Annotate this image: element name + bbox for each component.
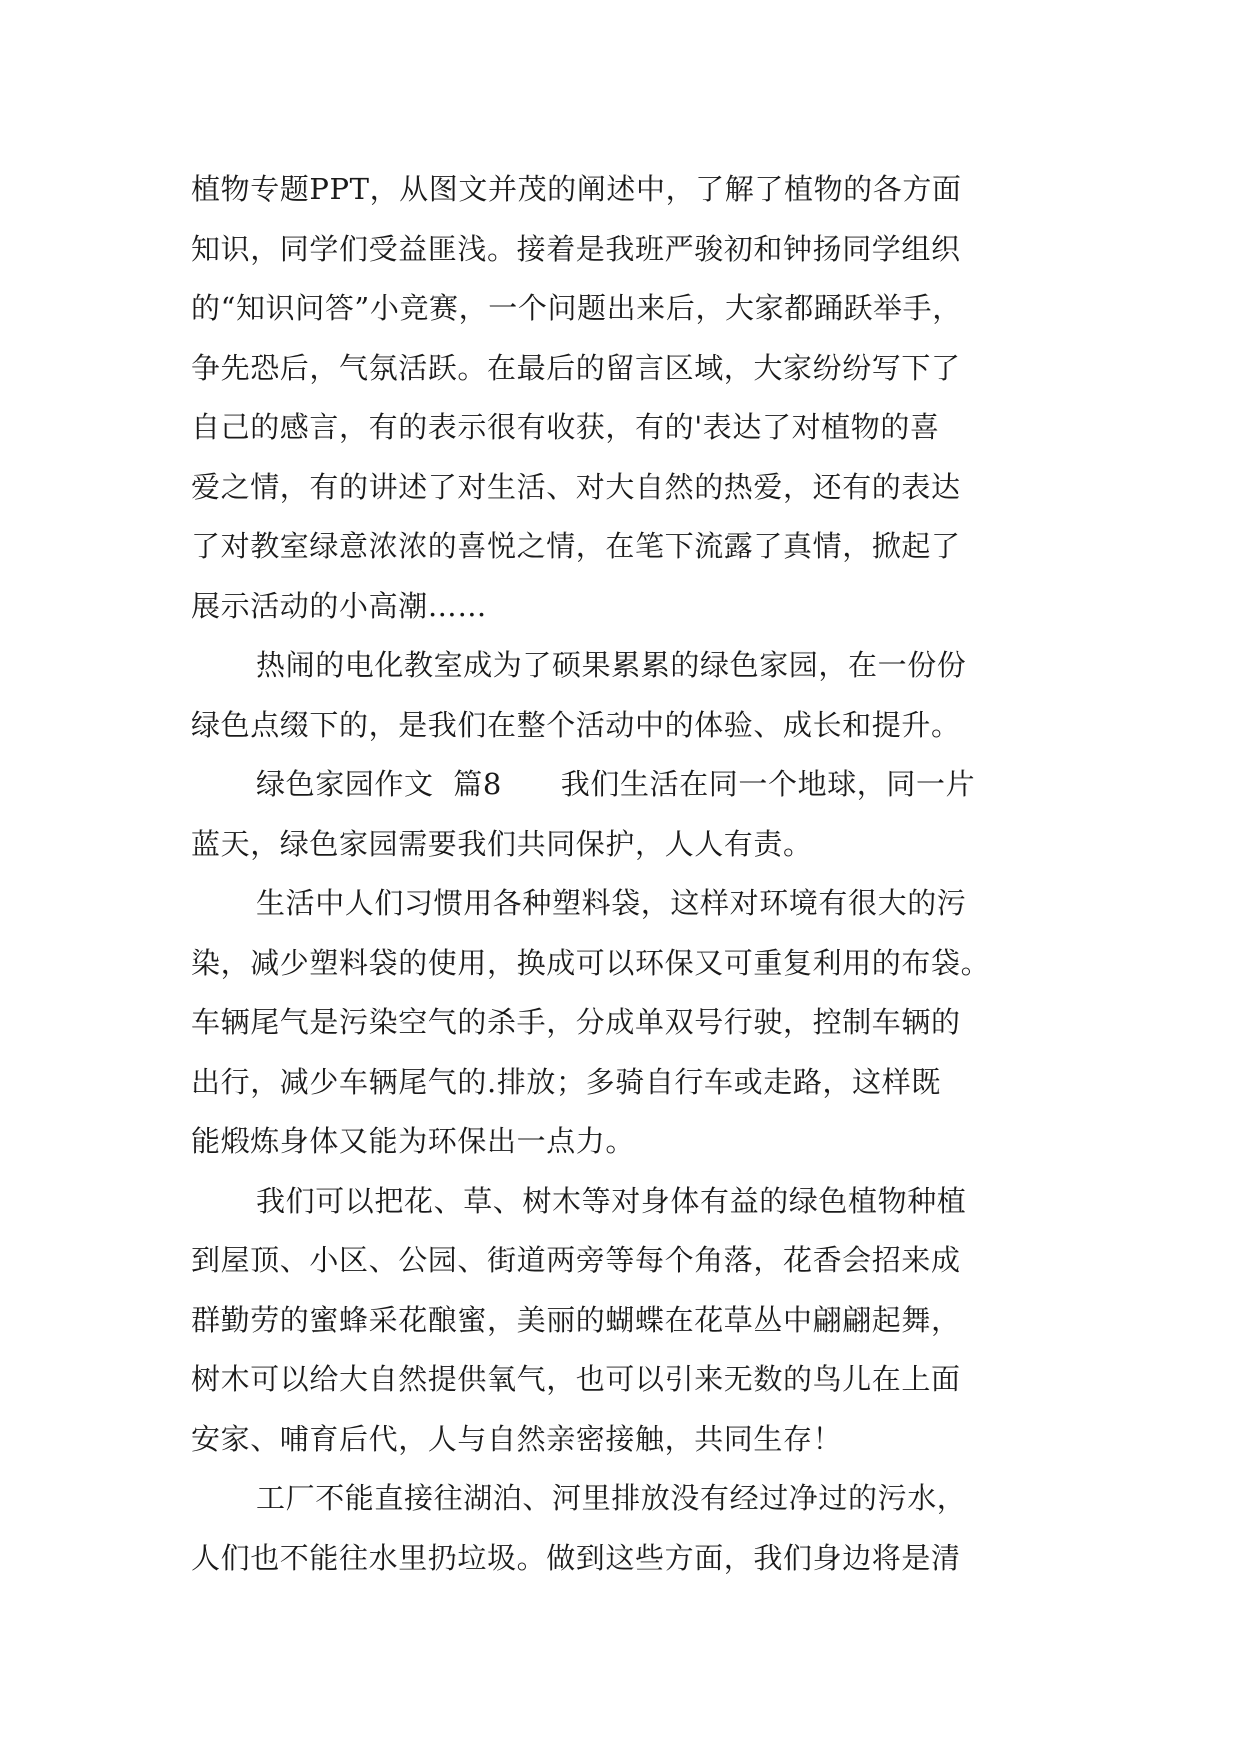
text-line: 爱之情，有的讲述了对生活、对大自然的热爱，还有的表达 bbox=[191, 469, 961, 504]
text-line: 树木可以给大自然提供氧气，也可以引来无数的鸟儿在上面 bbox=[191, 1362, 961, 1396]
text-line: 争先恐后，气氛活跃。在最后的留言区域，大家纷纷写下了 bbox=[191, 350, 961, 385]
text-line: 植物专题PPT，从图文并茂的阐述中，了解了植物的各方面 bbox=[191, 172, 962, 206]
text-line: 出行，减少车辆尾气的.排放；多骑自行车或走路，这样既 bbox=[191, 1064, 941, 1099]
paragraph-first-line: 生活中人们习惯用各种塑料袋，这样对环境有很大的污 bbox=[256, 886, 967, 920]
text-line: 了对教室绿意浓浓的喜悦之情，在笔下流露了真情，掀起了 bbox=[191, 529, 961, 563]
text-line: 人们也不能往水里扔垃圾。做到这些方面，我们身边将是清 bbox=[191, 1540, 961, 1575]
text-line: 染，减少塑料袋的使用，换成可以环保又可重复利用的布袋。 bbox=[191, 945, 991, 980]
text-line: 的“知识问答”小竞赛，一个问题出来后，大家都踊跃举手， bbox=[191, 291, 962, 325]
text-line: 自己的感言，有的表示很有收获，有的'表达了对植物的喜 bbox=[191, 410, 940, 444]
text-line: 到屋顶、小区、公园、街道两旁等每个角落，花香会招来成 bbox=[191, 1243, 961, 1277]
text-line: 知识，同学们受益匪浅。接着是我班严骏初和钟扬同学组织 bbox=[191, 231, 961, 266]
text-line: 蓝天，绿色家园需要我们共同保护，人人有责。 bbox=[191, 826, 813, 861]
section-heading-line: 绿色家园作文 篇8 我们生活在同一个地球，同一片 bbox=[256, 767, 976, 801]
paragraph-first-line: 工厂不能直接往湖泊、河里排放没有经过净过的污水， bbox=[256, 1481, 967, 1515]
body-text bbox=[191, 160, 1071, 1588]
text-line: 绿色点缀下的，是我们在整个活动中的体验、成长和提升。 bbox=[191, 707, 961, 742]
text-line: 群勤劳的蜜蜂采花酿蜜，美丽的蝴蝶在花草丛中翩翩起舞， bbox=[191, 1302, 961, 1337]
paragraph-first-line: 我们可以把花、草、树木等对身体有益的绿色植物种植 bbox=[256, 1183, 967, 1218]
text-line: 安家、哺育后代，人与自然亲密接触，共同生存！ bbox=[191, 1421, 843, 1456]
paragraph-first-line: 热闹的电化教室成为了硕果累累的绿色家园，在一份份 bbox=[256, 648, 967, 682]
text-line: 车辆尾气是污染空气的杀手，分成单双号行驶，控制车辆的 bbox=[191, 1005, 961, 1039]
text-line: 展示活动的小高潮…… bbox=[191, 588, 488, 623]
text-line: 能煅炼身体又能为环保出一点力。 bbox=[191, 1124, 636, 1158]
